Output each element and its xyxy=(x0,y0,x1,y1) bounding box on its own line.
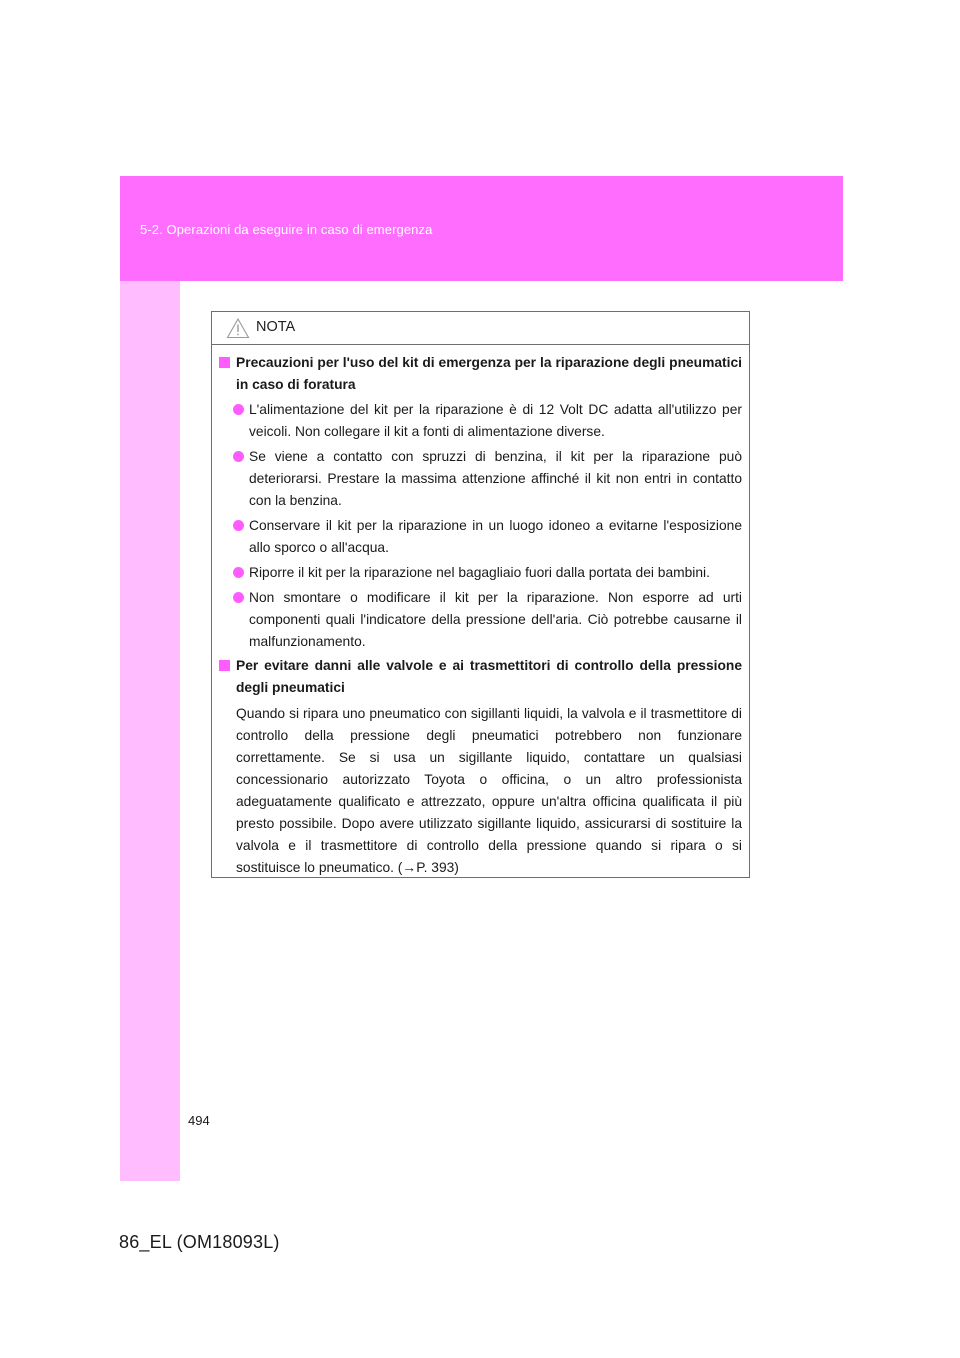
section-title: 5-2. Operazioni da eseguire in caso di emergenza xyxy=(140,222,433,237)
section-heading-text: Precauzioni per l'uso del kit di emergenza per la riparazione degli pneumatici in caso di foratura xyxy=(236,355,742,392)
bullet-item xyxy=(218,587,742,653)
bullet-text: Non smontare o modificare il kit per la riparazione. Non esporre ad urti componenti quali l'indicatore della pressione dell'aria. Ciò potrebbe causarne il malfunzionamento. xyxy=(249,590,742,649)
bullet-item xyxy=(218,515,742,559)
bullet-text: Conservare il kit per la riparazione in un luogo idoneo a evitarne l'esposizione allo sporco o all'acqua. xyxy=(249,518,742,555)
note-box xyxy=(211,311,750,878)
note-header xyxy=(212,312,749,345)
circle-bullet-icon xyxy=(233,520,244,531)
circle-bullet-icon xyxy=(233,451,244,462)
section-paragraph: Quando si ripara uno pneumatico con sigillanti liquidi, la valvola e il trasmettitore di controllo della pressione degli pneumatici potrebbero non funzionare correttamente. Se si usa un sigillante liquido, contattare un qualsiasi concessionario autorizzato Toyota o officina, o un altro professionista adeguatamente qualificato e attrezzato, oppure un'altra officina qualificata il più presto possibile. Dopo avere utilizzato sigillante liquido, assicurarsi di sostituire la valvola e il trasmettitore di controllo della pressione quando si ripara o si sostituisce lo pneumatico. (→P. 393) xyxy=(236,706,742,875)
circle-bullet-icon xyxy=(233,567,244,578)
page-number: 494 xyxy=(188,1113,210,1128)
circle-bullet-icon xyxy=(233,592,244,603)
section-heading xyxy=(218,352,742,396)
bullet-item xyxy=(218,446,742,512)
bullet-text: Riporre il kit per la riparazione nel bagagliaio fuori dalla portata dei bambini. xyxy=(249,565,710,580)
section-heading-text: Per evitare danni alle valvole e ai trasmettitori di controllo della pressione degli pneumatici xyxy=(236,658,742,695)
note-body xyxy=(212,352,749,879)
bullet-text: Se viene a contatto con spruzzi di benzina, il kit per la riparazione può deteriorarsi. Prestare la massima attenzione affinché il kit non entri in contatto con la benzina. xyxy=(249,449,742,508)
section-heading xyxy=(218,655,742,699)
document-code: 86_EL (OM18093L) xyxy=(119,1232,280,1252)
side-band xyxy=(120,281,180,1181)
square-bullet-icon xyxy=(219,357,230,368)
warning-triangle-icon xyxy=(226,317,250,339)
bullet-text: L'alimentazione del kit per la riparazione è di 12 Volt DC adatta all'utilizzo per veicoli. Non collegare il kit a fonti di alimentazione diverse. xyxy=(249,402,742,439)
circle-bullet-icon xyxy=(233,404,244,415)
bullet-item xyxy=(218,562,742,584)
bullet-item xyxy=(218,399,742,443)
note-title: NOTA xyxy=(256,319,296,335)
square-bullet-icon xyxy=(219,660,230,671)
